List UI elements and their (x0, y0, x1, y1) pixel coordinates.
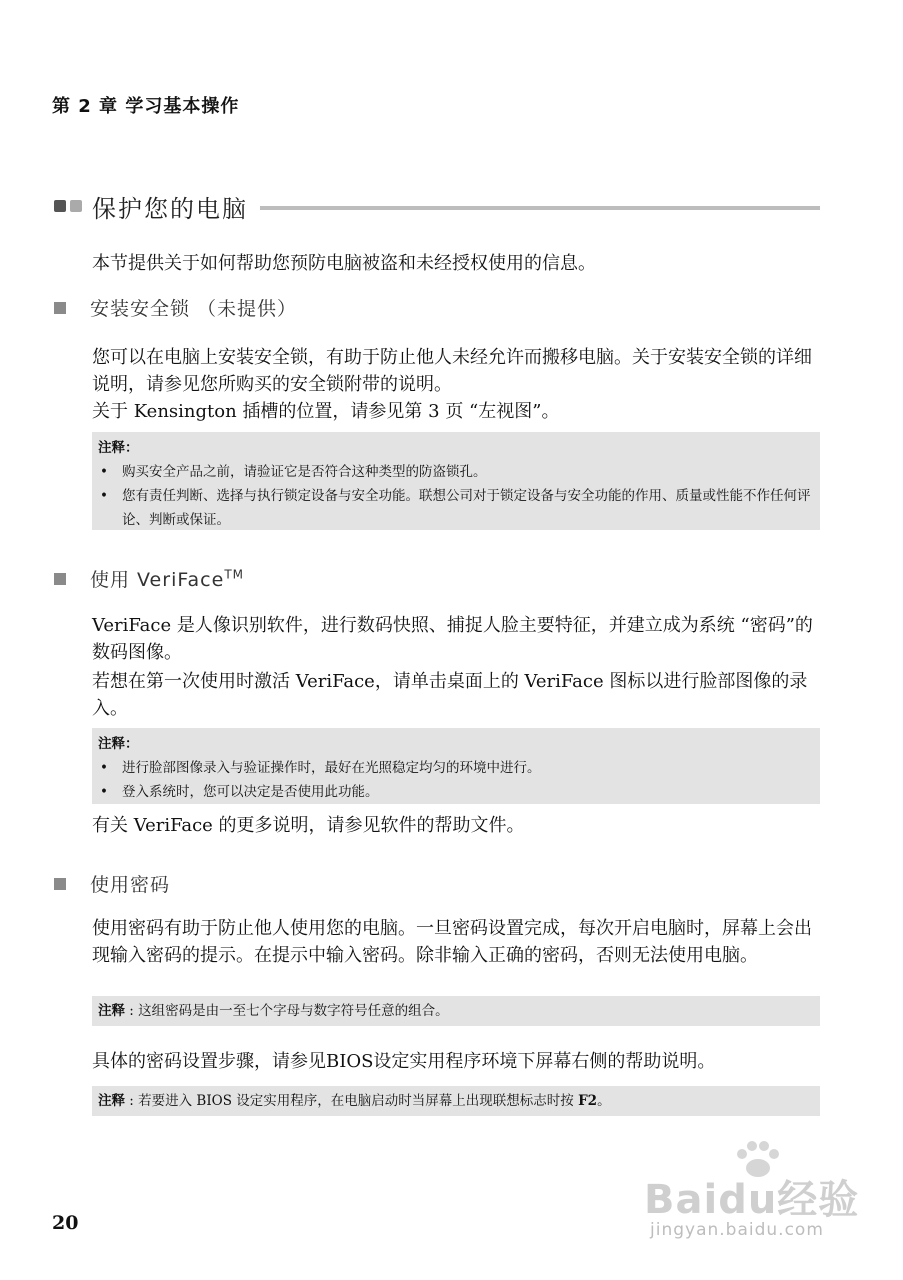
section-header (54, 188, 820, 224)
subsection-bullet-icon (54, 878, 66, 890)
note-item: • 您有责任判断、选择与执行锁定设备与安全功能。联想公司对于锁定设备与安全功能的作用、质量或性能不作任何评论、判断或保证。 (98, 484, 812, 532)
veriface-paragraph-3: 有关 VeriFace 的更多说明，请参见软件的帮助文件。 (92, 815, 525, 836)
key-name: F2 (578, 1093, 598, 1109)
subsection-veriface (54, 565, 244, 592)
section-marker-light (70, 200, 82, 212)
note-item: • 登入系统时，您可以决定是否使用此功能。 (98, 780, 812, 804)
subsection-password (54, 870, 170, 897)
note-label: 注释 (98, 1003, 125, 1019)
note-text-end: 。 (597, 1093, 611, 1109)
chapter-header: 第 2 章 学习基本操作 (52, 96, 240, 117)
section-marker-dark (54, 200, 66, 212)
section-rule (260, 206, 820, 210)
lock-paragraph-1: 您可以在电脑上安装安全锁，有助于防止他人未经允许而搬移电脑。关于安装安全锁的详细说明，请参见您所购买的安全锁附带的说明。 (92, 347, 812, 395)
subsection-lock-heading: 安装安全锁 （未提供） (90, 298, 298, 320)
note-text: : 若要进入 BIOS 设定实用程序，在电脑启动时当屏幕上出现联想标志时按 (125, 1093, 579, 1109)
password-paragraph-2: 具体的密码设置步骤，请参见BIOS设定实用程序环境下屏幕右侧的帮助说明。 (92, 1051, 716, 1072)
password-paragraph-1: 使用密码有助于防止他人使用您的电脑。一旦密码设置完成，每次开启电脑时，屏幕上会出现输入密码的提示。在提示中输入密码。除非输入正确的密码，否则无法使用电脑。 (92, 918, 812, 966)
lock-paragraph-2: 关于 Kensington 插槽的位置，请参见第 3 页 “左视图”。 (92, 401, 560, 422)
watermark-url: jingyan.baidu.com (650, 1220, 824, 1240)
trademark-mark: TM (224, 567, 244, 582)
note-item: • 购买安全产品之前，请验证它是否符合这种类型的防盗锁孔。 (98, 460, 812, 484)
note-label: 注释： (98, 440, 139, 456)
page-number: 20 (52, 1212, 79, 1234)
section-title: 保护您的电脑 (92, 194, 248, 223)
note-label: 注释 (98, 1093, 125, 1109)
lock-note-box (92, 432, 820, 530)
note-item: • 进行脸部图像录入与验证操作时，最好在光照稳定均匀的环境中进行。 (98, 756, 812, 780)
subsection-lock (54, 294, 297, 321)
note-text: : 这组密码是由一至七个字母与数字符号任意的组合。 (125, 1003, 449, 1019)
subsection-bullet-icon (54, 302, 66, 314)
password-note-1 (92, 996, 820, 1026)
subsection-password-heading: 使用密码 (90, 874, 171, 896)
veriface-paragraph-2: 若想在第一次使用时激活 VeriFace，请单击桌面上的 VeriFace 图标以进行脸部图像的录入。 (92, 671, 808, 719)
subsection-veriface-heading: 使用 VeriFace™ (90, 567, 244, 591)
subsection-bullet-icon (54, 573, 66, 585)
intro-paragraph: 本节提供关于如何帮助您预防电脑被盗和未经授权使用的信息。 (92, 253, 596, 274)
veriface-note-box (92, 728, 820, 804)
password-note-2 (92, 1086, 820, 1116)
watermark-brand: Baidu经验 (644, 1177, 860, 1223)
watermark (640, 1140, 860, 1260)
veriface-paragraph-1: VeriFace 是人像识别软件，进行数码快照、捕捉人脸主要特征，并建立成为系统 “密码”的数码图像。 (92, 615, 813, 663)
note-label: 注释： (98, 736, 139, 752)
